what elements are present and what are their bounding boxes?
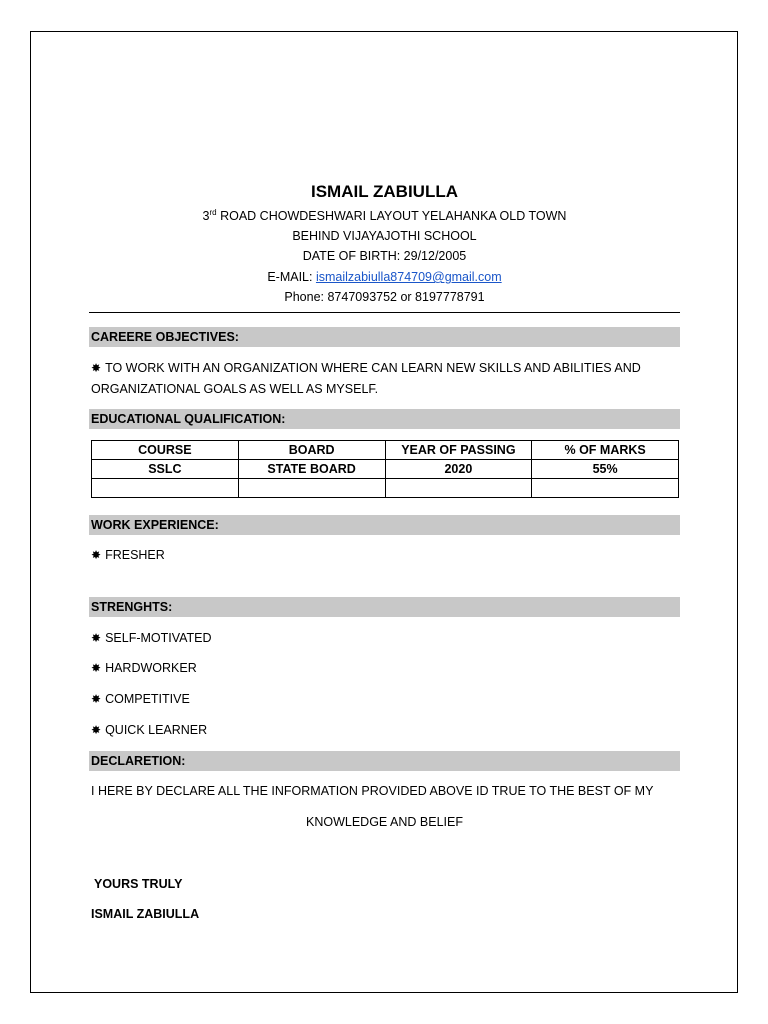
table-header-cell: YEAR OF PASSING <box>385 441 532 460</box>
work-item: ✸ FRESHER <box>91 548 165 562</box>
section-heading-strengths: STRENGHTS: <box>89 597 680 617</box>
table-cell <box>92 479 239 498</box>
table-header-cell: BOARD <box>238 441 385 460</box>
bullet-star-icon: ✸ <box>91 723 102 737</box>
section-heading-objectives: CAREERE OBJECTIVES: <box>89 327 680 347</box>
bullet-star-icon: ✸ <box>91 661 102 675</box>
candidate-name: ISMAIL ZABIULLA <box>310 182 458 201</box>
bullet-star-icon: ✸ <box>91 548 102 562</box>
declaration-line-2: KNOWLEDGE AND BELIEF <box>306 815 463 829</box>
table-cell <box>532 479 679 498</box>
table-cell: STATE BOARD <box>238 460 385 479</box>
strength-item: ✸ HARDWORKER <box>91 661 197 675</box>
email-link[interactable]: ismailzabiulla874709@gmail.com <box>315 270 502 284</box>
table-header-cell: % OF MARKS <box>532 441 679 460</box>
section-heading-education: EDUCATIONAL QUALIFICATION: <box>89 409 680 429</box>
table-cell <box>238 479 385 498</box>
table-header-row <box>92 441 679 460</box>
resume-page <box>30 31 738 993</box>
table-row <box>92 460 679 479</box>
table-cell: 2020 <box>385 460 532 479</box>
objective-line-1: ✸ TO WORK WITH AN ORGANIZATION WHERE CAN LEARN NEW SKILLS AND ABILITIES AND <box>91 361 641 375</box>
education-table <box>91 440 679 498</box>
phone-line: Phone: 8747093752 or 8197778791 <box>284 290 485 304</box>
closing-salutation: YOURS TRULY <box>94 877 183 891</box>
section-heading-work: WORK EXPERIENCE: <box>89 515 680 535</box>
address-line-1: 3rd ROAD CHOWDESHWARI LAYOUT YELAHANKA OLD TOWN <box>202 208 567 224</box>
bullet-star-icon: ✸ <box>91 361 102 375</box>
section-heading-declaration: DECLARETION: <box>89 751 680 771</box>
bullet-star-icon: ✸ <box>91 692 102 706</box>
date-of-birth: DATE OF BIRTH: 29/12/2005 <box>302 249 467 263</box>
table-cell: SSLC <box>92 460 239 479</box>
strength-item: ✸ COMPETITIVE <box>91 692 190 706</box>
table-cell <box>385 479 532 498</box>
bullet-star-icon: ✸ <box>91 631 102 645</box>
declaration-line-1: I HERE BY DECLARE ALL THE INFORMATION PROVIDED ABOVE ID TRUE TO THE BEST OF MY <box>91 784 654 798</box>
strength-item: ✸ SELF-MOTIVATED <box>91 631 212 645</box>
table-row-empty <box>92 479 679 498</box>
table-header-cell: COURSE <box>92 441 239 460</box>
objective-line-2: ORGANIZATIONAL GOALS AS WELL AS MYSELF. <box>91 382 379 396</box>
table-cell: 55% <box>532 460 679 479</box>
email-line: E-MAIL: ismailzabiulla874709@gmail.com <box>267 270 502 284</box>
strength-item: ✸ QUICK LEARNER <box>91 723 208 737</box>
header-divider <box>89 312 680 313</box>
address-line-2: BEHIND VIJAYAJOTHI SCHOOL <box>292 229 477 243</box>
signature-name: ISMAIL ZABIULLA <box>91 907 200 921</box>
